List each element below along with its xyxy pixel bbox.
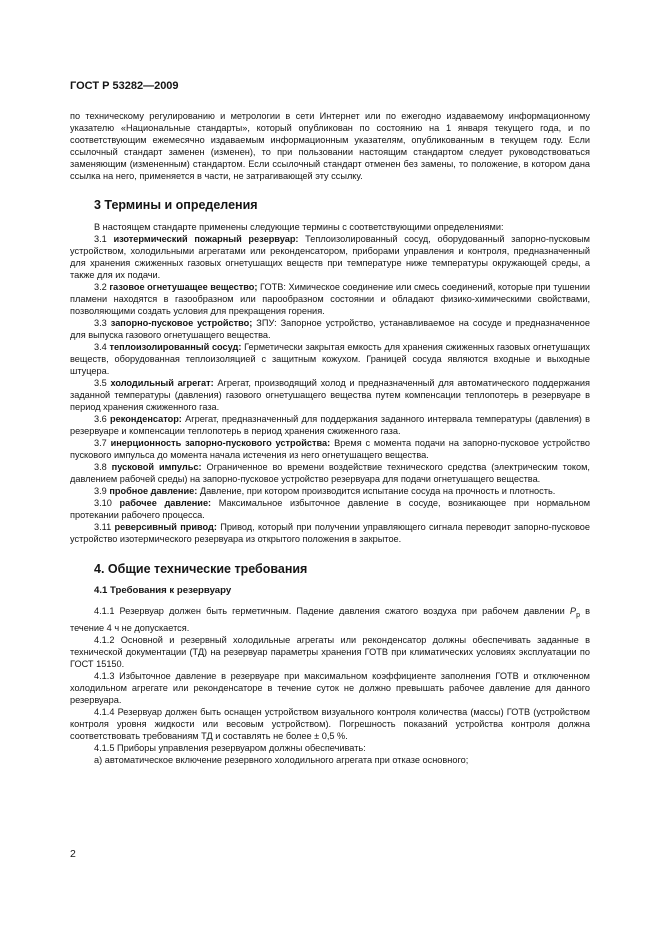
term-number: 3.3 bbox=[94, 318, 107, 328]
section-3-lead: В настоящем стандарте применены следующие термины с соответствующими определениями: bbox=[94, 222, 504, 232]
pressure-symbol: P bbox=[569, 606, 577, 616]
requirement-paragraph: 4.1.4 Резервуар должен быть оснащен устройством визуального контроля количества (массы) ГОТВ (устройством контроля уровня жидкости или весовым устройством). Погрешность показаний устройства контроля должна соответствовать требованиям ТД и составлять не более ± 0,5 %. bbox=[70, 706, 590, 741]
term-name: холодильный агрегат: bbox=[110, 378, 214, 388]
term-number: 3.4 bbox=[94, 342, 107, 352]
term-definition bbox=[70, 521, 590, 545]
term-text: Привод, который при получении управляющего сигнала переводит запорно-пусковое устройство изотермического резервуара из открытого положения в закрытое. bbox=[70, 522, 590, 544]
term-number: 3.9 bbox=[94, 486, 107, 496]
intro-paragraph: по техническому регулированию и метрологии в сети Интернет или по ежегодно издаваемому информационному указателю «Национальные стандарты», который опубликован по состоянию на 1 января текущего года, и по соответствующим ежемесячно издаваемым информационным указателям, опубликованным в текущем году. Если ссылочный стандарт заменен (изменен), то при пользовании настоящим стандартом следует руководствоваться заменяющим (измененным) стандартом. Если ссылочный стандарт отменен без замены, то положение, в котором дана ссылка на него, применяется в части, не затрагивающей эту ссылку. bbox=[70, 111, 590, 181]
term-definition bbox=[70, 377, 590, 413]
term-name: реверсивный привод: bbox=[114, 522, 217, 532]
term-text: Теплоизолированный сосуд, оборудованный запорно-пусковым устройством, холодильными агрегатами или реконденсатором, приборами управления и контроля, предназначенный для хранения сжиженных газовых огнетушащих веществ при температуре ниже температуры окружающей среды, а также для их подачи. bbox=[70, 234, 590, 280]
term-name: реконденсатор: bbox=[110, 414, 182, 424]
document-body bbox=[70, 110, 590, 766]
term-definition bbox=[70, 341, 590, 377]
term-definition bbox=[70, 485, 590, 497]
term-text: ЗПУ: Запорное устройство, устанавливаемое на сосуде и предназначенное для выпуска газового огнетушащего вещества. bbox=[70, 318, 590, 340]
term-definition bbox=[70, 413, 590, 437]
term-definition bbox=[70, 461, 590, 485]
term-number: 3.11 bbox=[94, 522, 112, 532]
term-text: Ограниченное во времени воздействие технического средства (электрическим током, давлением рабочей среды) на запорно-пусковое устройство резервуара для подачи огнетушащего вещества. bbox=[70, 462, 590, 484]
term-text: Давление, при котором производится испытание сосуда на прочность и плотность. bbox=[199, 486, 556, 496]
term-definition bbox=[70, 437, 590, 461]
term-number: 3.1 bbox=[94, 234, 107, 244]
term-name: пусковой импульс: bbox=[111, 462, 202, 472]
pressure-subscript: р bbox=[576, 611, 580, 619]
page-number: 2 bbox=[70, 848, 76, 860]
term-definition bbox=[70, 317, 590, 341]
requirement-paragraph: 4.1.3 Избыточное давление в резервуаре при максимальном коэффициенте заполнения ГОТВ и отключенном холодильном агрегате или реконденсаторе в течение суток не должно превышать рабочее давление для данного резервуара. bbox=[70, 670, 590, 705]
section-4-title: 4. Общие технические требования bbox=[94, 562, 308, 576]
term-number: 3.2 bbox=[94, 282, 107, 292]
term-name: изотермический пожарный резервуар: bbox=[113, 234, 299, 244]
term-name: рабочее давление: bbox=[119, 498, 212, 508]
term-number: 3.6 bbox=[94, 414, 107, 424]
document-header: ГОСТ Р 53282—2009 bbox=[70, 80, 179, 92]
term-number: 3.5 bbox=[94, 378, 107, 388]
term-definition bbox=[70, 497, 590, 521]
term-name: запорно-пусковое устройство; bbox=[110, 318, 253, 328]
term-definition bbox=[70, 233, 590, 281]
term-text: Герметически закрытая емкость для хранения сжиженных газовых огнетушащих веществ, оборудованная теплоизоляцией с защитным кожухом. Границей сосуда являются входные и выходные штуцера. bbox=[70, 342, 590, 376]
paragraph-4-1-1-text-b: в течение 4 ч не допускается. bbox=[70, 606, 590, 633]
section-4-paragraphs bbox=[70, 634, 590, 766]
terms-list bbox=[70, 233, 590, 545]
term-text: Агрегат, производящий холод и предназначенный для автоматического поддержания заданной температуры (давления) газового огнетушащего вещества путем компенсации теплопотерь в резервуаре в период хранения сжиженного газа. bbox=[70, 378, 590, 412]
section-3-title: 3 Термины и определения bbox=[94, 198, 258, 212]
subsection-4-1-title: 4.1 Требования к резервуару bbox=[94, 585, 232, 596]
paragraph-4-1-1-text-a: 4.1.1 Резервуар должен быть герметичным. Падение давления сжатого воздуха при рабочем давлении bbox=[94, 606, 565, 616]
term-number: 3.7 bbox=[94, 438, 107, 448]
term-text: ГОТВ: Химическое соединение или смесь соединений, которые при тушении пламени находятся в газообразном или парообразном состоянии и обладают физико-химическими свойствами, позволяющими создать условия для прекращения горения. bbox=[70, 282, 590, 316]
term-text: Время с момента подачи на запорно-пусковое устройство пускового импульса до момента начала истечения из него огнетушащего вещества. bbox=[70, 438, 590, 460]
requirement-paragraph: а) автоматическое включение резервного холодильного агрегата при отказе основного; bbox=[94, 754, 469, 765]
term-name: инерционность запорно-пускового устройства: bbox=[110, 438, 331, 448]
term-number: 3.8 bbox=[94, 462, 107, 472]
term-text: Максимальное избыточное давление в сосуде, возникающее при нормальном протекании рабочего процесса. bbox=[70, 498, 591, 520]
term-number: 3.10 bbox=[94, 498, 112, 508]
paragraph-4-1-1 bbox=[70, 605, 590, 634]
term-definition bbox=[70, 281, 590, 317]
requirement-paragraph: 4.1.2 Основной и резервный холодильные агрегаты или реконденсатор должны обеспечивать заданные в технической документации (ТД) на резервуар параметры хранения ГОТВ при климатических условиях эксплуатации по ГОСТ 15150. bbox=[70, 634, 590, 669]
requirement-paragraph: 4.1.5 Приборы управления резервуаром должны обеспечивать: bbox=[94, 742, 366, 753]
term-name: теплоизолированный сосуд: bbox=[109, 342, 242, 352]
term-text: Агрегат, предназначенный для поддержания заданного интервала температуры (давления) в резервуаре и компенсации теплопотерь в период хранения сжиженного газа. bbox=[70, 414, 590, 436]
term-name: пробное давление: bbox=[109, 486, 198, 496]
term-name: газовое огнетушащее вещество; bbox=[109, 282, 258, 292]
